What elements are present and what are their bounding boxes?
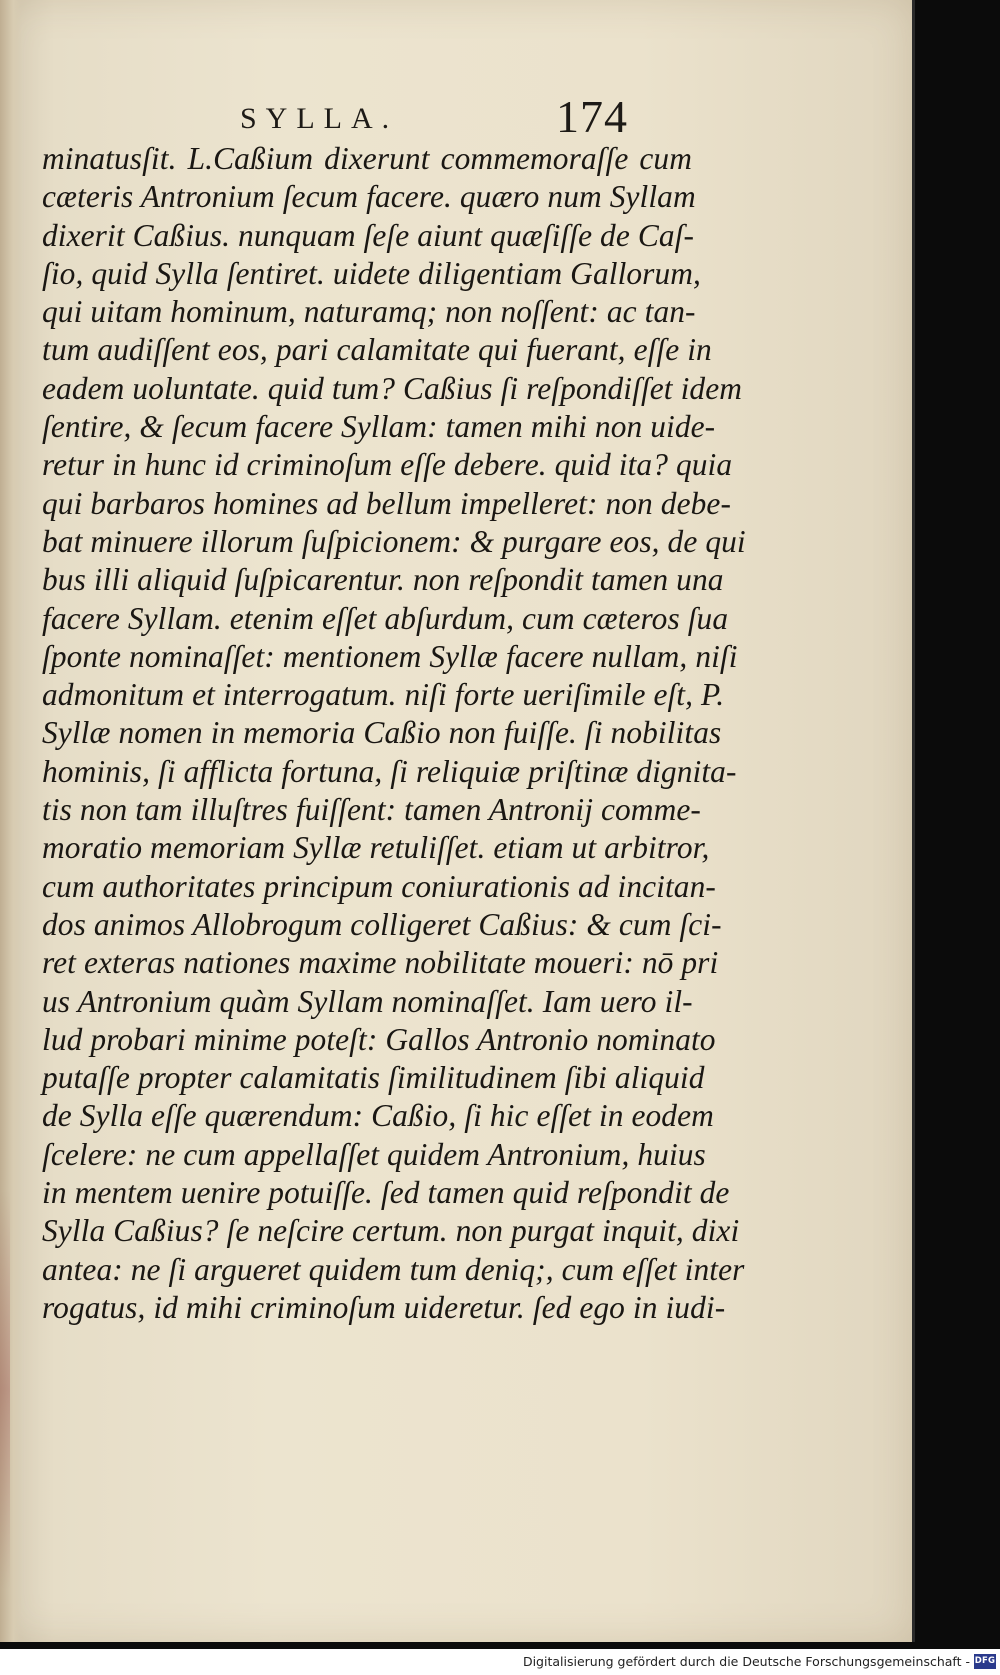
page-header xyxy=(0,91,912,146)
text-line: in mentem uenire potuiſſe. ſed tamen quid reſpondit de xyxy=(42,1175,730,1211)
text-line: ſentire, & ſecum facere Syllam: tamen mihi non uide- xyxy=(42,409,716,445)
text-line: lud probari minime poteſt: Gallos Antronio nominato xyxy=(42,1021,716,1057)
text-line: de Sylla eſſe quærendum: Caßio, ſi hic eſſet in eodem xyxy=(42,1098,714,1134)
text-line: ſponte nominaſſet: mentionem Syllæ facere nullam, niſi xyxy=(42,638,738,674)
text-line: antea: ne ſi argueret quidem tum deniq;, cum eſſet inter xyxy=(42,1251,745,1287)
text-line: eadem uoluntate. quid tum? Caßius ſi reſpondiſſet idem xyxy=(42,370,742,406)
page-number: 174 xyxy=(556,91,628,142)
text-line: dos animos Allobrogum colligeret Caßius: & cum ſci- xyxy=(42,906,722,942)
text-line: admonitum et interrogatum. niſi forte ueriſimile eſt, P. xyxy=(42,677,725,713)
text-line: moratio memoriam Syllæ retuliſſet. etiam ut arbitror, xyxy=(42,830,710,866)
page-stain xyxy=(0,1190,10,1590)
dfg-logo-icon: DFG xyxy=(974,1654,996,1669)
text-line: cæteris Antronium ſecum facere. quæro num Syllam xyxy=(42,179,696,215)
text-line: retur in hunc id criminoſum eſſe debere. quid ita? quia xyxy=(42,447,733,483)
text-line: ſcelere: ne cum appellaſſet quidem Antronium, huius xyxy=(42,1136,706,1172)
text-line: ret exteras nationes maxime nobilitate moueri: nō pri xyxy=(42,945,719,981)
text-line: rogatus, id mihi criminoſum uideretur. ſed ego in iudi- xyxy=(42,1289,726,1325)
text-line: hominis, ſi afflicta fortuna, ſi reliquiæ priſtinæ dignita- xyxy=(42,753,737,789)
text-line: bus illi aliquid ſuſpicarentur. non reſpondit tamen una xyxy=(42,562,724,598)
funding-attribution: Digitalisierung gefördert durch die Deutsche Forschungsgemeinschaft - xyxy=(522,1654,970,1669)
text-line: us Antronium quàm Syllam nominaſſet. Iam uero il- xyxy=(42,983,693,1019)
text-line: dixerit Caßius. nunquam ſeſe aiunt quæſiſſe de Caſ- xyxy=(42,217,695,253)
text-line: bat minuere illorum ſuſpicionem: & purgare eos, de qui xyxy=(42,523,746,559)
text-line: qui uitam hominum, naturamq; non noſſent: ac tan- xyxy=(42,294,696,330)
text-line: Syllæ nomen in memoria Caßio non fuiſſe. ſi nobilitas xyxy=(42,715,722,751)
text-line: Sylla Caßius? ſe neſcire certum. non purgat inquit, dixi xyxy=(42,1213,740,1249)
text-line: facere Syllam. etenim eſſet abſurdum, cum cæteros ſua xyxy=(42,600,729,636)
footer-bar xyxy=(0,1649,1000,1675)
running-title: SYLLA. xyxy=(240,102,399,135)
text-line: tis non tam illuſtres fuiſſent: tamen Antronij comme- xyxy=(42,792,701,828)
text-line: tum audiſſent eos, pari calamitate qui fuerant, eſſe in xyxy=(42,332,712,368)
text-line: minatusſit. L.Caßium dixerunt commemoraſſe cum xyxy=(42,141,692,176)
text-line: cum authoritates principum coniurationis ad incitan- xyxy=(42,868,716,904)
text-line: ſio, quid Sylla ſentiret. uidete diligentiam Gallorum, xyxy=(42,255,702,291)
text-line: qui barbaros homines ad bellum impelleret: non debe- xyxy=(42,485,732,521)
text-line: putaſſe propter calamitatis ſimilitudinem ſibi aliquid xyxy=(42,1060,705,1096)
body-text xyxy=(42,140,746,1327)
